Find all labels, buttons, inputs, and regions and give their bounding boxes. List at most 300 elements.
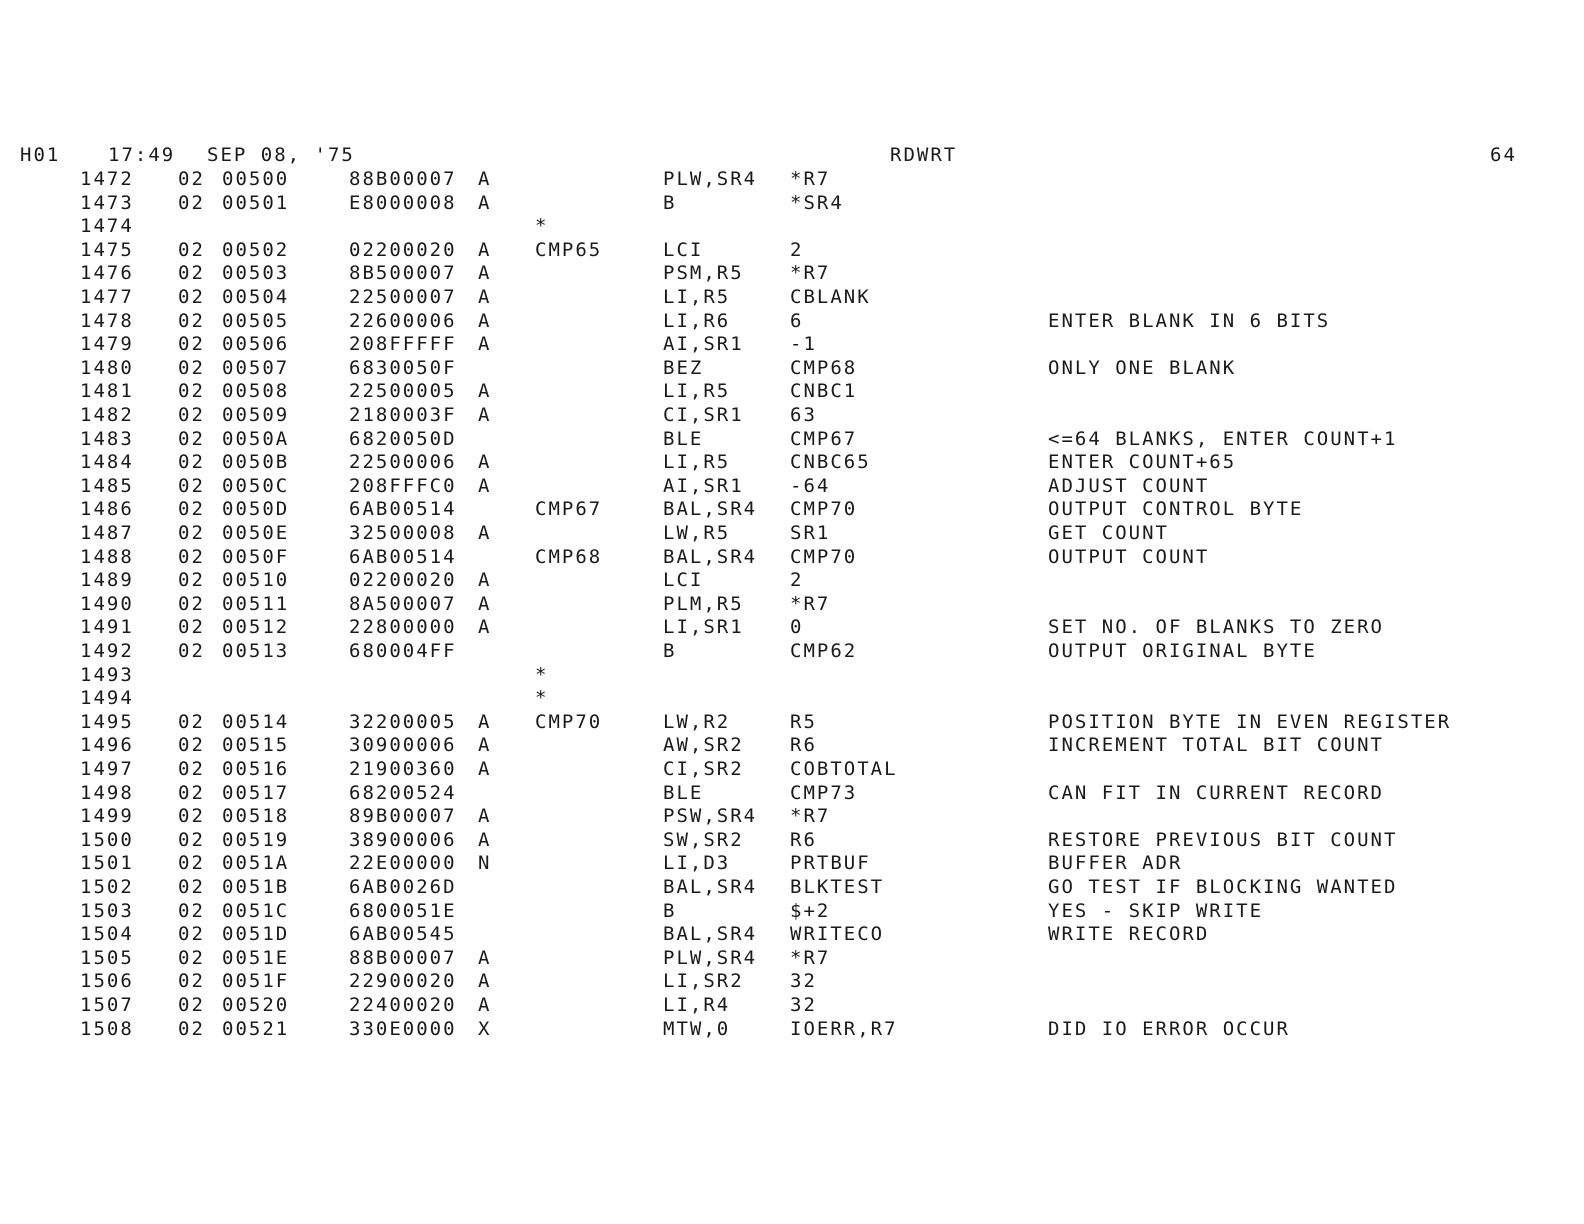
operand: *SR4	[790, 192, 844, 214]
comment: RESTORE PREVIOUS BIT COUNT	[1048, 829, 1398, 851]
section: 02	[178, 923, 205, 945]
operand: 0	[790, 616, 804, 638]
opcode: BAL,SR4	[663, 876, 758, 898]
comment: OUTPUT ORIGINAL BYTE	[1048, 640, 1317, 662]
comment: ADJUST COUNT	[1048, 475, 1210, 497]
operand: $+2	[790, 900, 831, 922]
operand: WRITECO	[790, 923, 885, 945]
object-code: 88B00007	[349, 168, 457, 190]
opcode: LCI	[663, 239, 704, 261]
object-code: 6800051E	[349, 900, 457, 922]
listing-row	[0, 852, 1584, 876]
operand: CMP67	[790, 428, 858, 450]
object-code: 32200005	[349, 711, 457, 733]
label: CMP65	[535, 239, 603, 261]
address: 00516	[222, 758, 290, 780]
listing-row	[0, 522, 1584, 546]
line-number: 1489	[80, 569, 134, 591]
operand: 2	[790, 239, 804, 261]
line-number: 1477	[80, 286, 134, 308]
comment: GO TEST IF BLOCKING WANTED	[1048, 876, 1398, 898]
section: 02	[178, 711, 205, 733]
line-number: 1499	[80, 805, 134, 827]
section: 02	[178, 876, 205, 898]
listing-row	[0, 475, 1584, 499]
listing-row	[0, 215, 1584, 239]
reloc-flag: A	[478, 310, 492, 332]
operand: COBTOTAL	[790, 758, 898, 780]
operand: *R7	[790, 168, 831, 190]
line-number: 1478	[80, 310, 134, 332]
line-number: 1494	[80, 687, 134, 709]
object-code: 38900006	[349, 829, 457, 851]
section: 02	[178, 734, 205, 756]
object-code: 02200020	[349, 239, 457, 261]
line-number: 1507	[80, 994, 134, 1016]
opcode: CI,SR2	[663, 758, 744, 780]
operand: *R7	[790, 947, 831, 969]
label: *	[535, 687, 549, 709]
line-number: 1508	[80, 1018, 134, 1040]
opcode: PLW,SR4	[663, 947, 758, 969]
opcode: B	[663, 192, 677, 214]
line-number: 1486	[80, 498, 134, 520]
section: 02	[178, 333, 205, 355]
listing-row	[0, 758, 1584, 782]
address: 0050D	[222, 498, 290, 520]
address: 00513	[222, 640, 290, 662]
reloc-flag: A	[478, 404, 492, 426]
object-code: 2180003F	[349, 404, 457, 426]
operand: R6	[790, 829, 817, 851]
section: 02	[178, 428, 205, 450]
object-code: 208FFFFF	[349, 333, 457, 355]
section: 02	[178, 262, 205, 284]
operand: *R7	[790, 593, 831, 615]
line-number: 1493	[80, 664, 134, 686]
operand: IOERR,R7	[790, 1018, 898, 1040]
line-number: 1476	[80, 262, 134, 284]
object-code: 02200020	[349, 569, 457, 591]
reloc-flag: A	[478, 616, 492, 638]
line-number: 1497	[80, 758, 134, 780]
object-code: 22400020	[349, 994, 457, 1016]
section: 02	[178, 852, 205, 874]
reloc-flag: A	[478, 734, 492, 756]
operand: R5	[790, 711, 817, 733]
opcode: PSM,R5	[663, 262, 744, 284]
operand: CMP70	[790, 498, 858, 520]
line-number: 1484	[80, 451, 134, 473]
address: 00500	[222, 168, 290, 190]
line-number: 1473	[80, 192, 134, 214]
listing-row	[0, 687, 1584, 711]
reloc-flag: A	[478, 168, 492, 190]
address: 00512	[222, 616, 290, 638]
operand: CBLANK	[790, 286, 871, 308]
opcode: B	[663, 900, 677, 922]
listing-row	[0, 239, 1584, 263]
opcode: PLW,SR4	[663, 168, 758, 190]
line-number: 1487	[80, 522, 134, 544]
comment: OUTPUT CONTROL BYTE	[1048, 498, 1304, 520]
operand: CMP73	[790, 782, 858, 804]
reloc-flag: A	[478, 569, 492, 591]
object-code: 32500008	[349, 522, 457, 544]
section: 02	[178, 310, 205, 332]
listing-row	[0, 357, 1584, 381]
listing-row	[0, 404, 1584, 428]
object-code: 21900360	[349, 758, 457, 780]
reloc-flag: A	[478, 262, 492, 284]
opcode: AI,SR1	[663, 475, 744, 497]
section: 02	[178, 239, 205, 261]
address: 0050C	[222, 475, 290, 497]
opcode: CI,SR1	[663, 404, 744, 426]
reloc-flag: X	[478, 1018, 492, 1040]
section: 02	[178, 451, 205, 473]
listing-row	[0, 451, 1584, 475]
opcode: LI,SR1	[663, 616, 744, 638]
operand: -1	[790, 333, 817, 355]
object-code: 680004FF	[349, 640, 457, 662]
label: CMP70	[535, 711, 603, 733]
reloc-flag: A	[478, 239, 492, 261]
line-number: 1474	[80, 215, 134, 237]
header-time: 17:49	[108, 144, 176, 166]
operand: SR1	[790, 522, 831, 544]
listing-row	[0, 711, 1584, 735]
page-number: 64	[1490, 144, 1517, 166]
section: 02	[178, 758, 205, 780]
opcode: LI,R5	[663, 286, 731, 308]
address: 0050A	[222, 428, 290, 450]
operand: CMP62	[790, 640, 858, 662]
address: 00503	[222, 262, 290, 284]
listing-row	[0, 286, 1584, 310]
opcode: LW,R5	[663, 522, 731, 544]
address: 0050E	[222, 522, 290, 544]
reloc-flag: A	[478, 286, 492, 308]
address: 00507	[222, 357, 290, 379]
section: 02	[178, 970, 205, 992]
address: 00511	[222, 593, 290, 615]
object-code: 6AB00545	[349, 923, 457, 945]
listing-row	[0, 664, 1584, 688]
listing-row	[0, 947, 1584, 971]
address: 00509	[222, 404, 290, 426]
operand: 63	[790, 404, 817, 426]
label: CMP68	[535, 546, 603, 568]
opcode: LW,R2	[663, 711, 731, 733]
object-code: 6AB0026D	[349, 876, 457, 898]
comment: ENTER COUNT+65	[1048, 451, 1237, 473]
comment: ENTER BLANK IN 6 BITS	[1048, 310, 1331, 332]
comment: BUFFER ADR	[1048, 852, 1183, 874]
listing-row	[0, 734, 1584, 758]
reloc-flag: A	[478, 994, 492, 1016]
listing-row	[0, 310, 1584, 334]
opcode: LI,R6	[663, 310, 731, 332]
section: 02	[178, 569, 205, 591]
reloc-flag: A	[478, 829, 492, 851]
address: 00520	[222, 994, 290, 1016]
operand: CNBC65	[790, 451, 871, 473]
address: 00505	[222, 310, 290, 332]
comment: OUTPUT COUNT	[1048, 546, 1210, 568]
line-number: 1495	[80, 711, 134, 733]
comment: <=64 BLANKS, ENTER COUNT+1	[1048, 428, 1398, 450]
reloc-flag: A	[478, 970, 492, 992]
operand: BLKTEST	[790, 876, 885, 898]
reloc-flag: A	[478, 192, 492, 214]
reloc-flag: A	[478, 947, 492, 969]
opcode: BLE	[663, 782, 704, 804]
line-number: 1481	[80, 380, 134, 402]
line-number: 1472	[80, 168, 134, 190]
address: 0051A	[222, 852, 290, 874]
reloc-flag: A	[478, 475, 492, 497]
comment: CAN FIT IN CURRENT RECORD	[1048, 782, 1384, 804]
object-code: 89B00007	[349, 805, 457, 827]
listing-row	[0, 546, 1584, 570]
object-code: 88B00007	[349, 947, 457, 969]
line-number: 1503	[80, 900, 134, 922]
section: 02	[178, 805, 205, 827]
opcode: LI,R5	[663, 380, 731, 402]
reloc-flag: A	[478, 711, 492, 733]
reloc-flag: A	[478, 758, 492, 780]
comment: DID IO ERROR OCCUR	[1048, 1018, 1290, 1040]
comment: SET NO. OF BLANKS TO ZERO	[1048, 616, 1384, 638]
object-code: 208FFFC0	[349, 475, 457, 497]
address: 00515	[222, 734, 290, 756]
listing-row	[0, 805, 1584, 829]
operand: *R7	[790, 805, 831, 827]
address: 00510	[222, 569, 290, 591]
listing-row	[0, 970, 1584, 994]
listing-row	[0, 593, 1584, 617]
opcode: BAL,SR4	[663, 498, 758, 520]
reloc-flag: A	[478, 593, 492, 615]
line-number: 1500	[80, 829, 134, 851]
listing-row	[0, 876, 1584, 900]
line-number: 1488	[80, 546, 134, 568]
object-code: E8000008	[349, 192, 457, 214]
opcode: PSW,SR4	[663, 805, 758, 827]
line-number: 1498	[80, 782, 134, 804]
comment: WRITE RECORD	[1048, 923, 1210, 945]
operand: 32	[790, 970, 817, 992]
listing-row	[0, 640, 1584, 664]
address: 0051C	[222, 900, 290, 922]
address: 0051E	[222, 947, 290, 969]
label: *	[535, 215, 549, 237]
reloc-flag: A	[478, 451, 492, 473]
header-program: RDWRT	[890, 144, 958, 166]
listing-row	[0, 994, 1584, 1018]
reloc-flag: N	[478, 852, 492, 874]
address: 0050F	[222, 546, 290, 568]
line-number: 1502	[80, 876, 134, 898]
operand: -64	[790, 475, 831, 497]
section: 02	[178, 947, 205, 969]
line-number: 1504	[80, 923, 134, 945]
operand: 32	[790, 994, 817, 1016]
operand: 2	[790, 569, 804, 591]
reloc-flag: A	[478, 380, 492, 402]
label: CMP67	[535, 498, 603, 520]
operand: CMP70	[790, 546, 858, 568]
object-code: 22500007	[349, 286, 457, 308]
line-number: 1506	[80, 970, 134, 992]
opcode: BAL,SR4	[663, 546, 758, 568]
opcode: PLM,R5	[663, 593, 744, 615]
object-code: 22600006	[349, 310, 457, 332]
line-number: 1496	[80, 734, 134, 756]
opcode: SW,SR2	[663, 829, 744, 851]
reloc-flag: A	[478, 522, 492, 544]
opcode: MTW,0	[663, 1018, 731, 1040]
line-number: 1490	[80, 593, 134, 615]
comment: POSITION BYTE IN EVEN REGISTER	[1048, 711, 1452, 733]
object-code: 8A500007	[349, 593, 457, 615]
opcode: LI,R5	[663, 451, 731, 473]
section: 02	[178, 1018, 205, 1040]
address: 00521	[222, 1018, 290, 1040]
label: *	[535, 664, 549, 686]
line-number: 1480	[80, 357, 134, 379]
listing-row	[0, 333, 1584, 357]
object-code: 22500005	[349, 380, 457, 402]
opcode: LI,SR2	[663, 970, 744, 992]
line-number: 1482	[80, 404, 134, 426]
section: 02	[178, 286, 205, 308]
section: 02	[178, 900, 205, 922]
reloc-flag: A	[478, 805, 492, 827]
listing-row	[0, 923, 1584, 947]
operand: *R7	[790, 262, 831, 284]
operand: 6	[790, 310, 804, 332]
section: 02	[178, 829, 205, 851]
line-number: 1501	[80, 852, 134, 874]
listing-row	[0, 498, 1584, 522]
opcode: AI,SR1	[663, 333, 744, 355]
object-code: 6AB00514	[349, 546, 457, 568]
listing-row	[0, 569, 1584, 593]
line-number: 1479	[80, 333, 134, 355]
listing-row	[0, 262, 1584, 286]
line-number: 1485	[80, 475, 134, 497]
header-date: SEP 08, '75	[207, 144, 355, 166]
address: 00506	[222, 333, 290, 355]
address: 0050B	[222, 451, 290, 473]
comment: GET COUNT	[1048, 522, 1169, 544]
opcode: LCI	[663, 569, 704, 591]
listing-row	[0, 380, 1584, 404]
object-code: 6AB00514	[349, 498, 457, 520]
listing-row	[0, 782, 1584, 806]
section: 02	[178, 593, 205, 615]
section: 02	[178, 640, 205, 662]
listing-row	[0, 428, 1584, 452]
opcode: AW,SR2	[663, 734, 744, 756]
opcode: BEZ	[663, 357, 704, 379]
opcode: BLE	[663, 428, 704, 450]
section: 02	[178, 782, 205, 804]
listing-row	[0, 168, 1584, 192]
address: 00501	[222, 192, 290, 214]
address: 00519	[222, 829, 290, 851]
object-code: 22E00000	[349, 852, 457, 874]
section: 02	[178, 475, 205, 497]
operand: CNBC1	[790, 380, 858, 402]
address: 00517	[222, 782, 290, 804]
address: 0051F	[222, 970, 290, 992]
operand: R6	[790, 734, 817, 756]
section: 02	[178, 522, 205, 544]
reloc-flag: A	[478, 333, 492, 355]
section: 02	[178, 404, 205, 426]
line-number: 1475	[80, 239, 134, 261]
section: 02	[178, 546, 205, 568]
address: 00504	[222, 286, 290, 308]
section: 02	[178, 357, 205, 379]
listing-row	[0, 829, 1584, 853]
listing-row	[0, 1018, 1584, 1042]
address: 0051B	[222, 876, 290, 898]
object-code: 68200524	[349, 782, 457, 804]
section: 02	[178, 498, 205, 520]
address: 0051D	[222, 923, 290, 945]
address: 00502	[222, 239, 290, 261]
object-code: 22800000	[349, 616, 457, 638]
section: 02	[178, 380, 205, 402]
address: 00518	[222, 805, 290, 827]
operand: PRTBUF	[790, 852, 871, 874]
opcode: LI,D3	[663, 852, 731, 874]
comment: ONLY ONE BLANK	[1048, 357, 1237, 379]
object-code: 22900020	[349, 970, 457, 992]
section: 02	[178, 192, 205, 214]
opcode: B	[663, 640, 677, 662]
line-number: 1491	[80, 616, 134, 638]
object-code: 6820050D	[349, 428, 457, 450]
operand: CMP68	[790, 357, 858, 379]
object-code: 22500006	[349, 451, 457, 473]
header-id: H01	[20, 144, 61, 166]
address: 00508	[222, 380, 290, 402]
section: 02	[178, 168, 205, 190]
object-code: 6830050F	[349, 357, 457, 379]
opcode: LI,R4	[663, 994, 731, 1016]
address: 00514	[222, 711, 290, 733]
line-number: 1492	[80, 640, 134, 662]
comment: YES - SKIP WRITE	[1048, 900, 1264, 922]
object-code: 30900006	[349, 734, 457, 756]
object-code: 8B500007	[349, 262, 457, 284]
line-number: 1505	[80, 947, 134, 969]
listing-row	[0, 616, 1584, 640]
listing-row	[0, 900, 1584, 924]
line-number: 1483	[80, 428, 134, 450]
section: 02	[178, 616, 205, 638]
section: 02	[178, 994, 205, 1016]
comment: INCREMENT TOTAL BIT COUNT	[1048, 734, 1384, 756]
opcode: BAL,SR4	[663, 923, 758, 945]
object-code: 330E0000	[349, 1018, 457, 1040]
listing-row	[0, 192, 1584, 216]
